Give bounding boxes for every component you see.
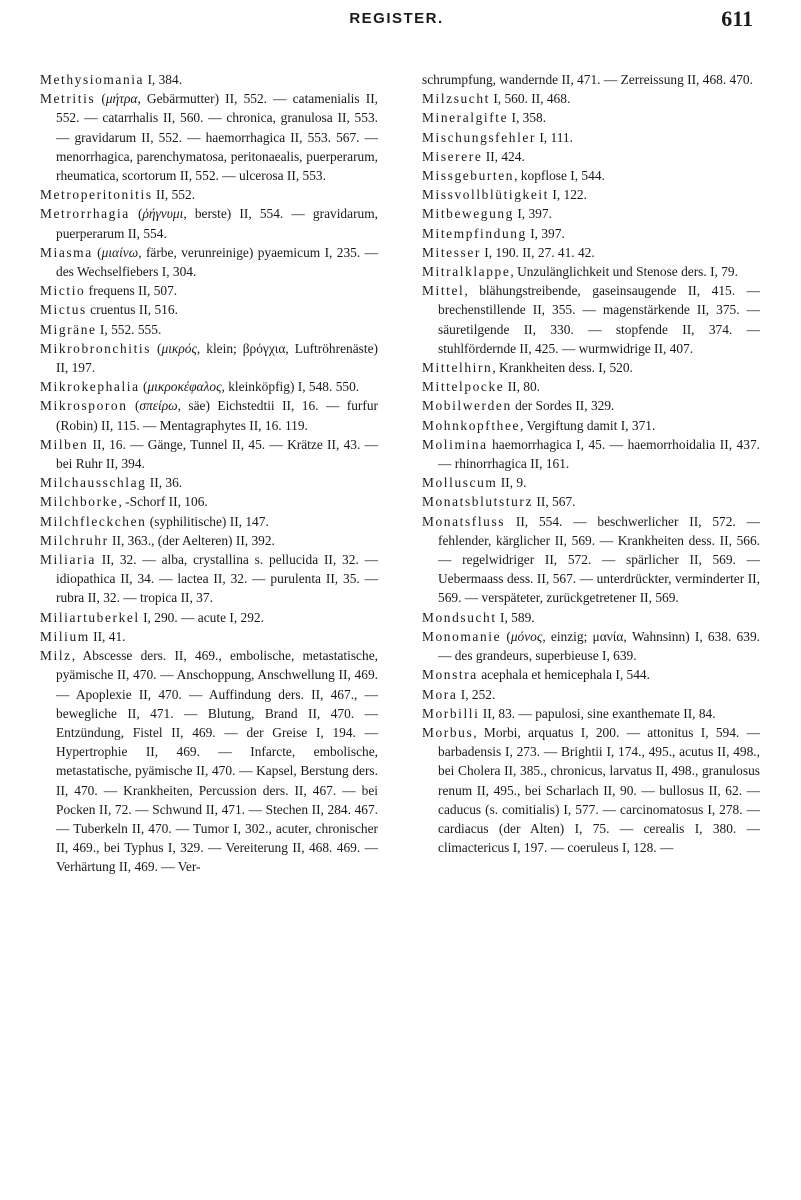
entry-references: II, 363., (der Aelteren) II, 392. (108, 532, 275, 548)
index-entry (40, 185, 378, 204)
entry-references: , klein; βρόγχια, Luftröhrenäste) II, 197. (56, 340, 378, 376)
entry-headword: Monomanie (422, 628, 502, 644)
index-entry (422, 665, 760, 684)
entry-references: , Krankheiten dess. I, 520. (492, 360, 633, 376)
index-entry (40, 435, 378, 473)
entry-headword: Molluscum (422, 475, 498, 491)
entry-references: , Morbi, arquatus I, 200. — attonitus I, 594. — barbadensis I, 273. — Brightii I, 174., 495., acutus II, 498., bei Cholera II, 385., chronicus, larvatus II, 498., granulosus renum II, 495., bei Scharlach II, 90. — bullosus II, 62. — caducus (s. comitialis) I, 577. — carcinomatosus I, 278. — cardiacus (der Alten) I, 75. — cerealis I, 380. — climactericus I, 197. — coeruleus I, 128. — (438, 724, 760, 856)
index-entry (40, 300, 378, 319)
entry-headword: Migräne (40, 321, 97, 337)
index-entry (422, 128, 760, 147)
entry-headword: Morbus (422, 724, 474, 740)
entry-greek-etymology: μιαίνω (101, 244, 139, 260)
entry-headword: Mikrobronchitis (40, 340, 152, 356)
entry-greek-etymology: μήτρα (105, 91, 138, 107)
index-entry (422, 512, 760, 608)
entry-references: I, 358. (508, 110, 547, 126)
running-title: REGISTER. (349, 10, 444, 27)
entry-references: , kleinköpfig) I, 548. 550. (221, 379, 360, 395)
entry-headword: Metrorrhagia (40, 206, 130, 222)
entry-references: I, 397. (526, 225, 565, 241)
index-entry (422, 89, 760, 108)
index-entry (422, 685, 760, 704)
entry-headword: Monatsblutsturz (422, 494, 534, 510)
entry-references: , säe) Eichstedtii II, 16. — furfur (Robin) II, 115. — Mentagraphytes II, 16. 119. (56, 398, 378, 433)
entry-headword: Missvollblütigkeit (422, 187, 550, 203)
entry-headword: Mobilwerden (422, 398, 512, 414)
entry-references: acephala et hemicephala I, 544. (477, 667, 650, 683)
entry-references: II, 83. — papulosi, sine exanthemate II, 84. (479, 705, 716, 721)
entry-references: II, 41. (89, 628, 126, 644)
entry-headword: Mikrokephalia (40, 379, 140, 395)
left-column (40, 70, 378, 877)
index-entry (422, 723, 760, 857)
entry-headword: Milz (40, 648, 72, 664)
page-header (40, 8, 753, 38)
entry-references: frequens II, 507. (85, 283, 178, 299)
entry-headword: Metritis (40, 91, 96, 107)
register-columns (40, 70, 760, 1190)
entry-references: I, 397. (513, 206, 552, 222)
entry-references: I, 122. (549, 187, 587, 203)
entry-greek-etymology: σπείρω (139, 398, 178, 414)
entry-references: haemorrhagica I, 45. — haemorrhoidalia II, 437. — rhinorrhagica II, 161. (438, 436, 760, 472)
index-entry (422, 147, 760, 166)
entry-references: II, 32. — alba, crystallina s. pellucida II, 32. — idiopathica II, 34. — lactea II, 32. — purulenta II, 35. — rubra II, 32. — tropica II, 37. (56, 552, 378, 606)
index-entry (40, 204, 378, 242)
entry-greek-etymology: μόνος (510, 628, 543, 644)
entry-headword: Milchausschlag (40, 475, 147, 491)
page-number: 611 (721, 6, 753, 31)
index-entry (40, 473, 378, 492)
index-entry (422, 185, 760, 204)
entry-references: , Abscesse ders. II, 469., embolische, metastatische, pyämische II, 470. — Anschoppung, Anschwellung II, 469. — Apoplexie II, 470. — Auffindung ders. II, 467., — bewegliche II, 471. — Blutung, Brand II, 470. — Entzündung, Fistel II, 469. — der Greise I, 194. — Hypertrophie II, 469. — Infarcte, embolische, metastatische, pyämische II, 470. — Kapsel, Berstung ders. II, 470. — Krankheiten, Percussion ders. II, 467. — bei Pocken II, 72. — Schwund II, 471. — Stechen II, 284. 467. — Tuberkeln II, 470. — Tumor I, 302., acuter, chronischer II, 469., bei Typhus I, 329. — Vereiterung II, 468. 469. — Verhärtung II, 469. — Ver- (56, 648, 378, 875)
index-entry (40, 339, 378, 377)
entry-headword: Monatsfluss (422, 513, 506, 529)
entry-bracket: ( (151, 340, 162, 356)
index-entry (40, 627, 378, 646)
index-entry (40, 70, 378, 89)
entry-headword: Mondsucht (422, 609, 497, 625)
index-entry (40, 531, 378, 550)
entry-bracket: ( (127, 398, 140, 414)
entry-bracket: ( (129, 206, 143, 222)
entry-headword: Milzsucht (422, 91, 490, 107)
index-entry (40, 608, 378, 627)
entry-bracket: ( (139, 379, 148, 395)
entry-greek-etymology: ῥήγνυμι (142, 206, 184, 222)
index-entry (40, 243, 378, 281)
index-entry (422, 243, 760, 262)
index-entry (422, 281, 760, 358)
entry-greek-etymology: μικροκέφαλος (147, 379, 222, 395)
entry-references: II, 9. (497, 475, 527, 491)
entry-headword: Mittelhirn (422, 360, 493, 376)
index-entry (422, 416, 760, 435)
entry-references: , einzig; μανία, Wahnsinn) I, 638. 639. — des grandeurs, superbieuse I, 639. (438, 628, 760, 664)
entry-headword: Milchborke (40, 494, 119, 510)
entry-headword: Milchruhr (40, 532, 109, 548)
entry-headword: Miasma (40, 244, 93, 260)
entry-references: II, 554. — beschwerlicher II, 572. — fehlender, kärglicher II, 569. — Krankheiten dess. II, 566. — regelwidriger II, 572. — spärlicher II, 569. — Uebermaass dess. II, 567. — unterdrückter, verminderter II, 569. — verspäteter, zurückgetretener II, 569. (438, 513, 760, 606)
entry-references: I, 290. — acute I, 292. (139, 609, 264, 625)
entry-references: II, 424. (482, 148, 525, 164)
index-entry (40, 89, 378, 185)
entry-headword: Molimina (422, 436, 488, 452)
entry-headword: Mikrosporon (40, 398, 128, 414)
entry-headword: Miserere (422, 148, 483, 164)
entry-references: , berste) II, 554. — gravidarum, puerperarum II, 554. (56, 206, 378, 241)
entry-headword: Mictio (40, 283, 86, 299)
index-entry (422, 166, 760, 185)
entry-headword: Mora (422, 686, 458, 702)
entry-references: I, 252. (457, 686, 496, 702)
index-entry (40, 492, 378, 511)
entry-headword: Monstra (422, 667, 478, 683)
index-entry (422, 70, 760, 89)
index-entry (422, 204, 760, 223)
entry-headword: Missgeburten (422, 168, 515, 184)
entry-headword: Mitbewegung (422, 206, 514, 222)
entry-headword: Mischungsfehler (422, 129, 536, 145)
entry-headword: Mittel (422, 283, 465, 299)
entry-references: II, 80. (504, 379, 541, 395)
index-entry (40, 550, 378, 608)
right-column (422, 70, 760, 857)
index-entry (40, 320, 378, 339)
entry-headword: Milben (40, 436, 89, 452)
index-entry (40, 396, 378, 434)
index-entry (40, 512, 378, 531)
index-entry (40, 646, 378, 876)
index-entry (40, 377, 378, 396)
entry-references: schrumpfung, wandernde II, 471. — Zerreissung II, 468. 470. (422, 72, 753, 87)
index-entry (40, 281, 378, 300)
entry-headword: Milium (40, 628, 90, 644)
entry-headword: Miliaria (40, 552, 96, 568)
entry-references: I, 384. (144, 72, 183, 87)
entry-bracket: ( (92, 244, 102, 260)
index-entry (422, 358, 760, 377)
entry-references: , blähungstreibende, gaseinsaugende II, 415. — brechenstillende II, 355. — magenstärkende II, 375. — säuretilgende II, 330. — stopfende II, 374. — stuhlfördernde II, 425. — wurmwidrige II, 407. (438, 283, 760, 356)
index-entry (422, 492, 760, 511)
entry-references: II, 16. — Gänge, Tunnel II, 45. — Krätze II, 43. — bei Ruhr II, 394. (56, 436, 378, 472)
entry-references: II, 552. (152, 187, 196, 203)
index-entry (422, 108, 760, 127)
entry-bracket: ( (95, 91, 106, 107)
entry-headword: Mitesser (422, 244, 481, 260)
entry-headword: Mittelpocke (422, 379, 505, 395)
entry-headword: Methysiomania (40, 72, 145, 87)
entry-headword: Metroperitonitis (40, 187, 153, 203)
entry-bracket: ( (501, 628, 511, 644)
entry-references: , -Schorf II, 106. (118, 494, 208, 510)
entry-headword: Mitralklappe (422, 264, 511, 280)
entry-references: cruentus II, 516. (86, 302, 178, 318)
index-entry (422, 435, 760, 473)
entry-headword: Morbilli (422, 705, 480, 721)
index-entry (422, 396, 760, 415)
entry-references: I, 552. 555. (96, 321, 162, 337)
entry-headword: Mitempfindung (422, 225, 527, 241)
entry-greek-etymology: μικρός (161, 340, 197, 356)
entry-references: , Gebärmutter) II, 552. — catamenialis II, 552. — catarrhalis II, 560. — chronica, granulosa II, 553. — gravidarum II, 552. — haemorrhagica II, 553. 567. — menorrhagica, parenchymatosa, peritonaealis, puerperarum, rheumatica, scortorum II, 552. — ulcerosa II, 553. (56, 91, 379, 184)
index-entry (422, 377, 760, 396)
entry-headword: Mohnkopfthee (422, 417, 521, 433)
index-entry (422, 627, 760, 665)
entry-references: II, 567. (533, 494, 576, 510)
entry-references: I, 589. (496, 609, 535, 625)
entry-references: II, 36. (146, 475, 183, 491)
index-entry (422, 608, 760, 627)
entry-references: I, 111. (536, 129, 573, 145)
entry-references: , Vergiftung damit I, 371. (520, 417, 656, 433)
entry-headword: Mictus (40, 302, 87, 318)
entry-headword: Miliartuberkel (40, 609, 140, 625)
index-entry (422, 262, 760, 281)
entry-headword: Milchfleckchen (40, 513, 147, 529)
entry-references: I, 560. II, 468. (489, 91, 571, 107)
entry-references: I, 190. II, 27. 41. 42. (480, 244, 595, 260)
index-entry (422, 224, 760, 243)
entry-references: , kopflose I, 544. (514, 168, 605, 184)
entry-references: , färbe, verunreinige) pyaemicum I, 235. — des Wechselfiebers I, 304. (56, 244, 378, 280)
entry-headword: Mineralgifte (422, 110, 509, 126)
entry-references: , Unzulänglichkeit und Stenose ders. I, 79. (510, 264, 738, 280)
index-entry (422, 704, 760, 723)
entry-references: der Sordes II, 329. (511, 398, 615, 414)
index-entry (422, 473, 760, 492)
entry-references: (syphilitische) II, 147. (146, 513, 269, 529)
